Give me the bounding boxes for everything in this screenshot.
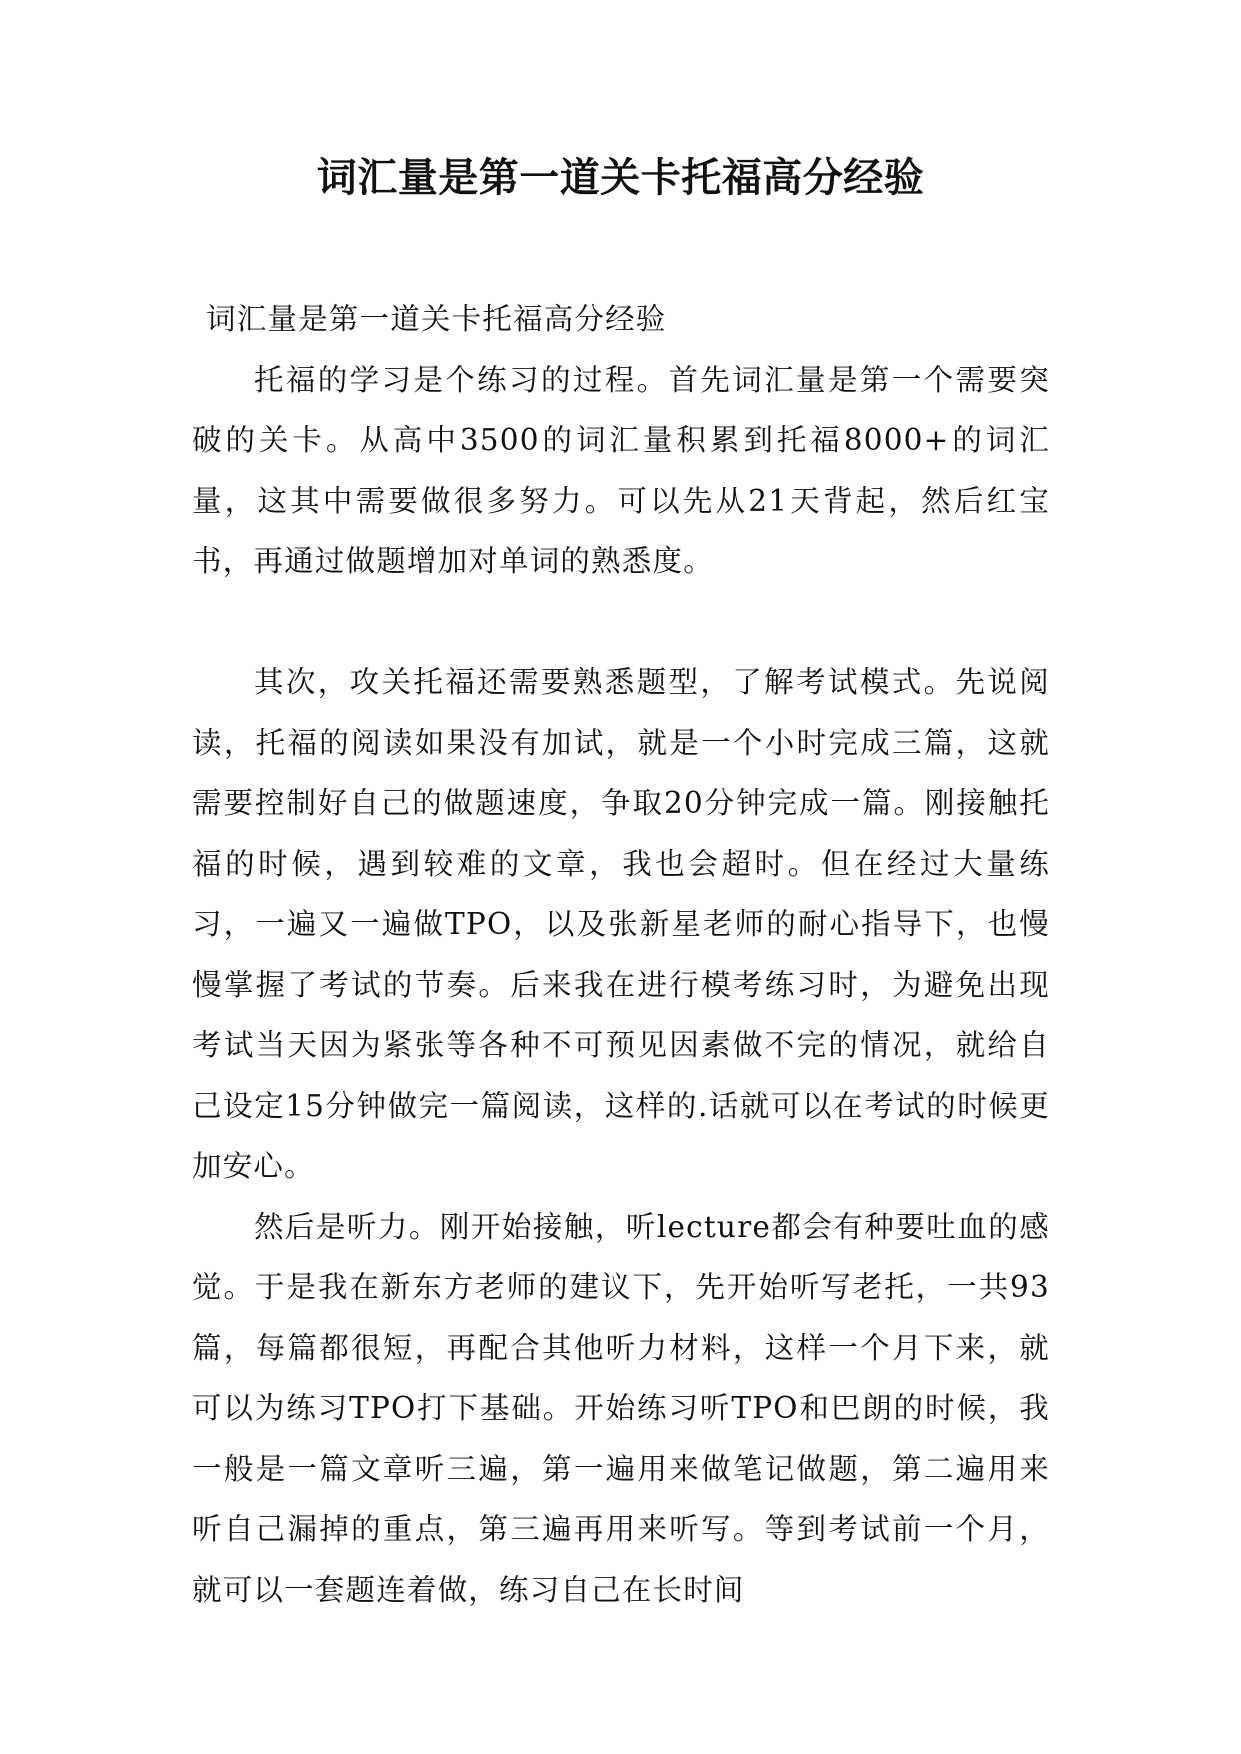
paragraph-vocabulary: 托福的学习是个练习的过程。首先词汇量是第一个需要突破的关卡。从高中3500的词汇量积累到托福8000+的词汇量，这其中需要做很多努力。可以先从21天背起，然后红宝书，再通过做题增加对单词的熟悉度。 <box>192 362 1050 578</box>
document-title: 词汇量是第一道关卡托福高分经验 <box>316 154 925 201</box>
document-body <box>192 289 1050 1620</box>
paragraph-reading: 其次，攻关托福还需要熟悉题型，了解考试模式。先说阅读，托福的阅读如果没有加试，就是一个小时完成三篇，这就需要控制好自己的做题速度，争取20分钟完成一篇。刚接触托福的时候，遇到较难的文章，我也会超时。但在经过大量练习，一遍又一遍做TPO，以及张新星老师的耐心指导下，也慢慢掌握了考试的节奏。后来我在进行模考练习时，为避免出现考试当天因为紧张等各种不可预见因素做不完的情况，就给自己设定15分钟做完一篇阅读，这样的.话就可以在考试的时候更加安心。 <box>192 665 1050 1183</box>
document-subtitle: 词汇量是第一道关卡托福高分经验 <box>206 302 667 336</box>
paragraph-listening: 然后是听力。刚开始接触，听lecture都会有种要吐血的感觉。于是我在新东方老师的建议下，先开始听写老托，一共93篇，每篇都很短，再配合其他听力材料，这样一个月下来，就可以为练习TPO打下基础。开始练习听TPO和巴朗的时候，我一般是一篇文章听三遍，第一遍用来做笔记做题，第二遍用来听自己漏掉的重点，第三遍再用来听写。等到考试前一个月，就可以一套题连着做，练习自己在长时间 <box>192 1209 1050 1607</box>
